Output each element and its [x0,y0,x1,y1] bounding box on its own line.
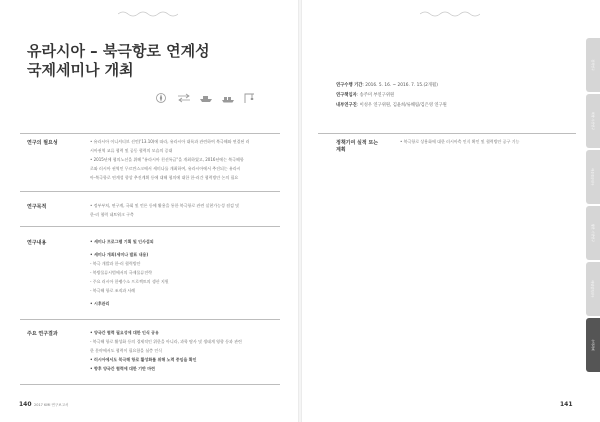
section-divider [20,319,280,320]
section-label-need: 연구의 필요성 [27,140,58,146]
section-label-results: 주요 연구결과 [27,331,58,337]
section-body-need: • 유라시아 이니셔티브 선언('13.10)에 따라, 유라시아 대륙과 관련하여 북극해와 연결된 러 시아권역 교류 협력 및 공동 협력의 모습의 증대 • 2015년에 협의노선을 위해 "유라시아 친선특급"을 개최하였고, 2016년에는 북극해항 로와 러시아 권역인 무르만스크에서 세미나를 개최하여, 유라시아에서 추진되는 유라시 아-북극항로 연계성 향상 추진계획 등에 대해 협의에 대한 한-러간 협력방안 논의 필요 [90,139,250,180]
section-divider [20,384,280,385]
info-row-team: 내부연구진: 이성우 연구위원, 김윤희/류해림/김은영 연구원 [336,103,447,108]
right-page [300,0,600,422]
title-line-2: 국제세미나 개최 [27,61,134,79]
section-divider [20,133,280,134]
chapter-tab-4[interactable]: 항만·기반연구 [586,206,600,260]
ship-icon [199,92,213,104]
section-body-results: • 양국간 협력 필요성에 대한 인식 공유 - 북극해 항로 활성화 등의 경제적인 위한을 아니라, 과학 탐사 및 생태계 영향 등과 관련 한 분야에서도 협력이 필요함을 심층 인식 • 러시아에서도 북극해 항로 활성화를 위해 노력 중임을 확인 • 향후 양국간 협력에 대한 기반 마련 [90,330,242,371]
page-number-right: 141 [560,401,573,408]
wave-decoration-left [118,10,178,18]
chapter-tab-3[interactable]: 해운물류연구 [586,150,600,204]
chapter-tab-2[interactable]: 해양·수산연구 [586,94,600,148]
page-number-left: 140 [19,401,32,408]
book-gutter [298,0,302,422]
cargo-ship-icon [221,92,235,104]
title-line-1: 유라시아 – 북극항로 연계성 [27,42,210,60]
page-title [27,42,210,80]
chapter-tab-6-active[interactable]: 수탁과제 [586,318,600,372]
chapter-tabs [586,38,600,374]
section-label-policy: 정책기여 실적 또는 계획 [336,140,379,153]
section-body-content: • 세미나 프로그램 기획 및 인사섭외 • 세미나 개최(세미나 발표 내용) - 북극 개발과 한-러 협력방안 - 북방물류시범에서의 국제물류전략 - 주요 러시아 한랭수소 프로젝트의 생산 지원 - 북극해 항로 조직과 사례 • 시후관리 [90,239,169,306]
chapter-tab-1[interactable]: 정책연구 [586,38,600,92]
footer-title: 2017 KMI 연구보고서 [34,403,69,407]
section-body-purpose: • 정부부처, 연구계, 국회 및 언론 등에 활용을 통한 북극항로 관련 실현가능성 점검 및 한-러 협력 네트워크 구축 [90,203,239,217]
project-info [336,81,447,111]
section-divider [20,191,280,192]
section-divider [20,226,280,227]
wave-decoration-right [420,10,480,18]
section-label-content: 연구내용 [27,240,47,246]
route-arrows-icon [177,92,191,104]
info-row-period: 연구수행 기간: 2016. 5. 16. ~ 2016. 7. 15.(2개월) [336,83,438,88]
section-divider [318,133,576,134]
info-row-lead: 연구책임자: 송주미 부연구위원 [336,93,395,98]
chapter-tab-5[interactable]: 해양정책연구 [586,262,600,316]
compass-icon [155,92,167,104]
section-body-policy: • 북극항로 상용화에 대한 러시아측 인식 확인 및 협력방안 공구 기능 [400,139,520,144]
section-label-purpose: 연구목적 [27,204,47,210]
port-crane-icon [243,92,255,104]
